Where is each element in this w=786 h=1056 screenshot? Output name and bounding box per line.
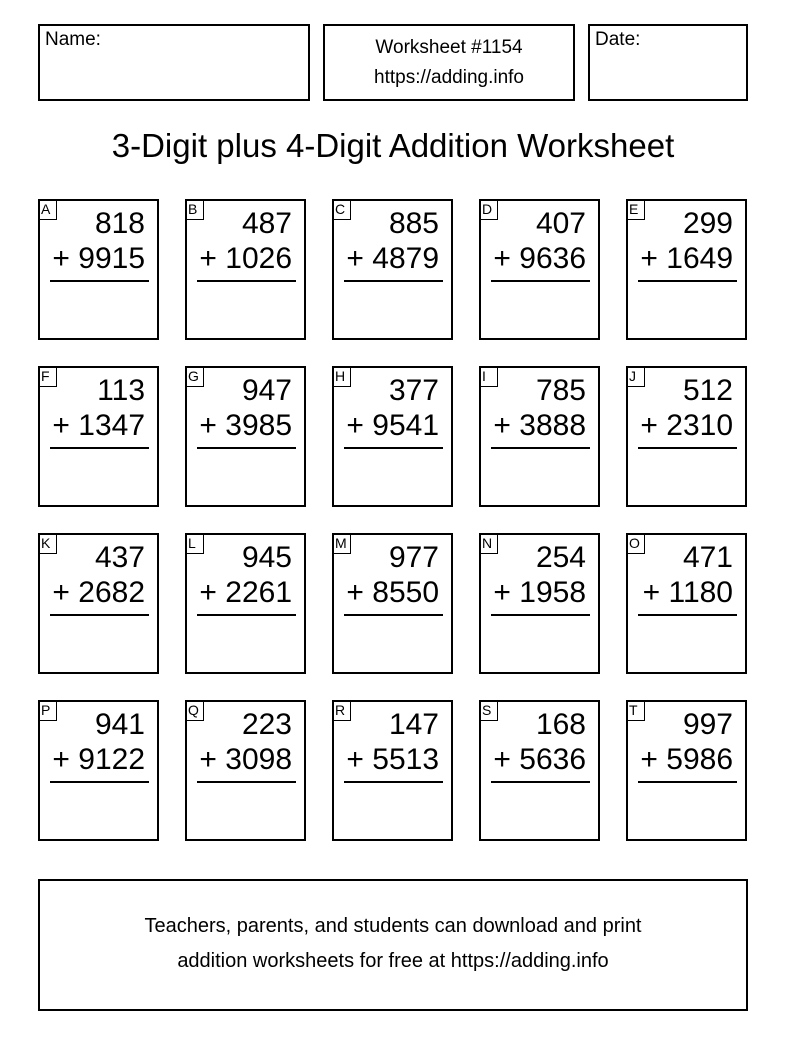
- problem-box[interactable]: [479, 700, 600, 841]
- problem-top-number: 471: [682, 541, 733, 574]
- problem-box[interactable]: [332, 700, 453, 841]
- footer-line-2: addition worksheets for free at https://adding.info: [177, 950, 609, 972]
- problem-label: K: [38, 533, 57, 554]
- problem-label: S: [479, 700, 498, 721]
- problem-bottom-number: + 2310: [640, 409, 733, 442]
- problem-label: M: [332, 533, 351, 554]
- problem-top-number: 147: [388, 708, 439, 741]
- answer-rule: [197, 447, 296, 449]
- problem-box[interactable]: [479, 199, 600, 340]
- problem-box[interactable]: [185, 700, 306, 841]
- problem-label: J: [626, 366, 645, 387]
- problem-label: F: [38, 366, 57, 387]
- problem-top-number: 407: [535, 207, 586, 240]
- problem-bottom-number: + 5986: [640, 743, 733, 776]
- problem-top-number: 977: [388, 541, 439, 574]
- problem-top-number: 885: [388, 207, 439, 240]
- problem-box[interactable]: [38, 533, 159, 674]
- problem-label: P: [38, 700, 57, 721]
- answer-rule: [638, 781, 737, 783]
- problem-top-number: 941: [94, 708, 145, 741]
- page-title: 3-Digit plus 4-Digit Addition Worksheet: [111, 127, 675, 164]
- problem-top-number: 512: [682, 374, 733, 407]
- problem-label: T: [626, 700, 645, 721]
- problem-label: A: [38, 199, 57, 220]
- name-field-box[interactable]: [38, 24, 310, 101]
- date-label: Date:: [595, 29, 641, 50]
- problem-box[interactable]: [185, 199, 306, 340]
- problem-label: H: [332, 366, 351, 387]
- problem-top-number: 437: [94, 541, 145, 574]
- problem-box[interactable]: [38, 700, 159, 841]
- problem-label: N: [479, 533, 498, 554]
- problem-label: B: [185, 199, 204, 220]
- problem-top-number: 254: [535, 541, 586, 574]
- name-label: Name:: [45, 29, 101, 50]
- answer-rule: [197, 280, 296, 282]
- answer-rule: [638, 447, 737, 449]
- problem-label: E: [626, 199, 645, 220]
- problem-top-number: 113: [97, 374, 145, 407]
- problem-bottom-number: + 5513: [346, 743, 439, 776]
- worksheet-number: Worksheet #1154: [375, 37, 523, 58]
- problem-bottom-number: + 1958: [493, 576, 586, 609]
- problem-top-number: 818: [94, 207, 145, 240]
- problem-box[interactable]: [38, 199, 159, 340]
- answer-rule: [50, 280, 149, 282]
- problem-label: O: [626, 533, 645, 554]
- answer-rule: [50, 614, 149, 616]
- problem-box[interactable]: [332, 366, 453, 507]
- problem-box[interactable]: [626, 199, 747, 340]
- problem-top-number: 945: [241, 541, 292, 574]
- problem-bottom-number: + 3985: [199, 409, 292, 442]
- problem-top-number: 168: [535, 708, 586, 741]
- date-field-box[interactable]: [588, 24, 748, 101]
- problem-bottom-number: + 9122: [52, 743, 145, 776]
- problem-top-number: 997: [682, 708, 733, 741]
- problem-box[interactable]: [38, 366, 159, 507]
- problem-top-number: 377: [388, 374, 439, 407]
- answer-rule: [344, 614, 443, 616]
- problem-label: Q: [185, 700, 204, 721]
- problem-box[interactable]: [479, 533, 600, 674]
- problem-bottom-number: + 3888: [493, 409, 586, 442]
- answer-rule: [491, 614, 590, 616]
- answer-rule: [638, 614, 737, 616]
- problem-top-number: 785: [535, 374, 586, 407]
- answer-rule: [491, 280, 590, 282]
- problem-box[interactable]: [185, 366, 306, 507]
- problem-bottom-number: + 1026: [199, 242, 292, 275]
- answer-rule: [344, 280, 443, 282]
- answer-rule: [50, 781, 149, 783]
- problem-bottom-number: + 5636: [493, 743, 586, 776]
- answer-rule: [491, 781, 590, 783]
- answer-rule: [197, 614, 296, 616]
- answer-rule: [197, 781, 296, 783]
- problem-bottom-number: + 1180: [642, 576, 733, 609]
- problem-bottom-number: + 1347: [52, 409, 145, 442]
- problem-bottom-number: + 8550: [346, 576, 439, 609]
- problem-label: D: [479, 199, 498, 220]
- answer-rule: [344, 781, 443, 783]
- problem-bottom-number: + 3098: [199, 743, 292, 776]
- answer-rule: [638, 280, 737, 282]
- problem-top-number: 487: [241, 207, 292, 240]
- problem-top-number: 947: [241, 374, 292, 407]
- problem-bottom-number: + 2261: [199, 576, 292, 609]
- problem-label: R: [332, 700, 351, 721]
- problem-label: L: [185, 533, 204, 554]
- problem-bottom-number: + 9541: [346, 409, 439, 442]
- footer-note: [38, 879, 748, 1011]
- problem-label: I: [479, 366, 498, 387]
- problem-bottom-number: + 4879: [346, 242, 439, 275]
- problem-bottom-number: + 2682: [52, 576, 145, 609]
- problem-bottom-number: + 9915: [52, 242, 145, 275]
- problem-label: C: [332, 199, 351, 220]
- problem-top-number: 299: [682, 207, 733, 240]
- problem-box[interactable]: [332, 533, 453, 674]
- answer-rule: [344, 447, 443, 449]
- problem-label: G: [185, 366, 204, 387]
- problem-box[interactable]: [332, 199, 453, 340]
- problem-box[interactable]: [626, 366, 747, 507]
- problem-top-number: 223: [241, 708, 292, 741]
- footer-line-1: Teachers, parents, and students can download and print: [144, 915, 642, 937]
- worksheet-url: https://adding.info: [374, 67, 524, 88]
- problem-box[interactable]: [185, 533, 306, 674]
- problem-bottom-number: + 1649: [640, 242, 733, 275]
- problem-box[interactable]: [479, 366, 600, 507]
- answer-rule: [491, 447, 590, 449]
- worksheet-info-box: [323, 24, 575, 101]
- problem-box[interactable]: [626, 700, 747, 841]
- problem-box[interactable]: [626, 533, 747, 674]
- answer-rule: [50, 447, 149, 449]
- problem-bottom-number: + 9636: [493, 242, 586, 275]
